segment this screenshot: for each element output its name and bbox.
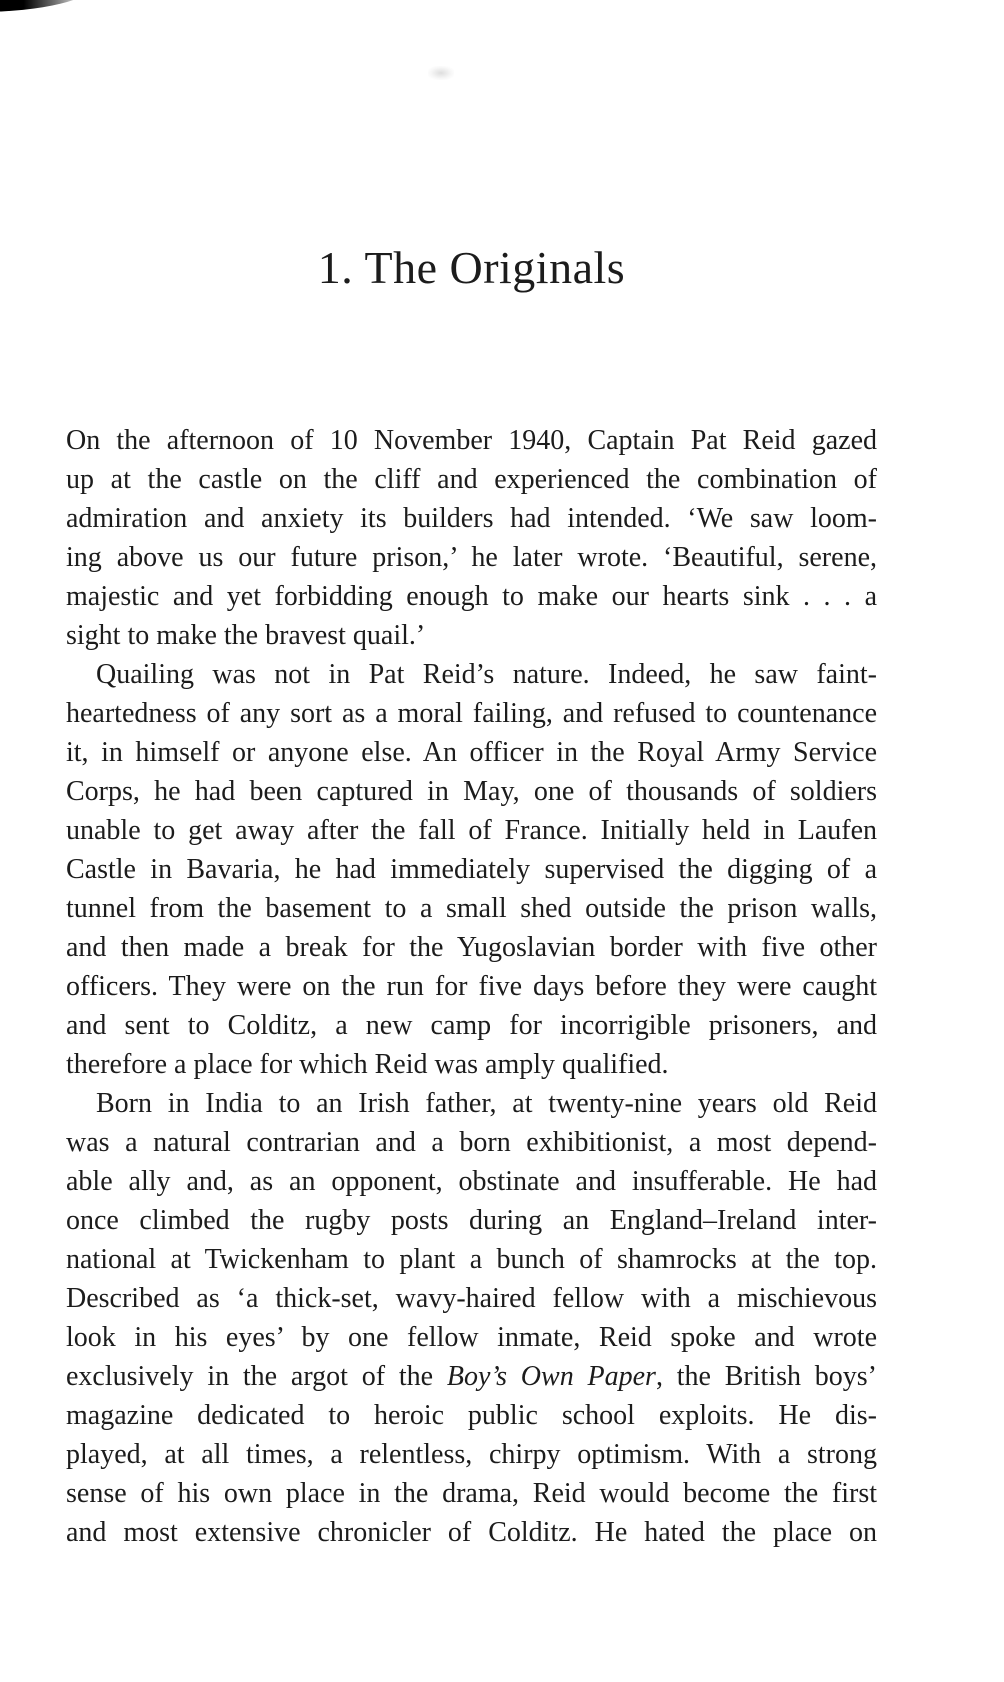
- text-line: and then made a break for the Yugoslavian border with five other: [66, 932, 877, 963]
- text-line: able ally and, as an opponent, obstinate and insufferable. He had: [66, 1166, 877, 1197]
- text-line: once climbed the rugby posts during an England–Ireland inter-: [66, 1205, 877, 1236]
- text-line: On the afternoon of 10 November 1940, Captain Pat Reid gazed: [66, 425, 877, 456]
- text-line: therefore a place for which Reid was amply qualified.: [66, 1049, 669, 1080]
- scan-artifact-corner: [0, 0, 94, 12]
- text-line: ing above us our future prison,’ he later wrote. ‘Beautiful, serene,: [66, 542, 877, 573]
- text-line: and sent to Colditz, a new camp for incorrigible prisoners, and: [66, 1010, 877, 1041]
- text-segment: exclusively in the argot of the: [66, 1361, 447, 1392]
- text-line: Born in India to an Irish father, at twenty-nine years old Reid: [96, 1088, 877, 1119]
- text-line: played, at all times, a relentless, chirpy optimism. With a strong: [66, 1439, 877, 1470]
- italic-text: Boy’s Own Paper: [446, 1361, 656, 1392]
- text-line: Castle in Bavaria, he had immediately supervised the digging of a: [66, 854, 877, 885]
- text-line: Described as ‘a thick-set, wavy-haired fellow with a mischievous: [66, 1283, 877, 1314]
- text-block: [66, 421, 877, 1552]
- text-line: sense of his own place in the drama, Reid would become the first: [66, 1478, 877, 1509]
- text-line: national at Twickenham to plant a bunch of shamrocks at the top.: [66, 1244, 877, 1275]
- text-line: look in his eyes’ by one fellow inmate, Reid spoke and wrote: [66, 1322, 877, 1353]
- text-line: up at the castle on the cliff and experienced the combination of: [66, 464, 877, 495]
- text-line: tunnel from the basement to a small shed outside the prison walls,: [66, 893, 877, 924]
- text-line: [66, 1357, 877, 1396]
- chapter-title: 1. The Originals: [317, 242, 626, 293]
- text-line: admiration and anxiety its builders had intended. ‘We saw loom-: [66, 503, 877, 534]
- paragraph: [66, 1084, 877, 1552]
- paragraph: [66, 421, 877, 655]
- text-line: was a natural contrarian and a born exhibitionist, a most depend-: [66, 1127, 877, 1158]
- text-line: and most extensive chronicler of Colditz. He hated the place on: [66, 1517, 877, 1548]
- text-line: Quailing was not in Pat Reid’s nature. Indeed, he saw faint-: [96, 659, 877, 690]
- text-line: unable to get away after the fall of France. Initially held in Laufen: [66, 815, 877, 846]
- text-line: magazine dedicated to heroic public school exploits. He dis-: [66, 1400, 877, 1431]
- text-line: sight to make the bravest quail.’: [66, 620, 426, 651]
- text-line: it, in himself or anyone else. An officer in the Royal Army Service: [66, 737, 877, 768]
- text-line: majestic and yet forbidding enough to make our hearts sink . . . a: [66, 581, 877, 612]
- text-line: heartedness of any sort as a moral failing, and refused to countenance: [66, 698, 877, 729]
- scan-artifact-smudge: [428, 66, 454, 80]
- text-segment: , the British boys’: [655, 1361, 877, 1392]
- text-line: Corps, he had been captured in May, one of thousands of soldiers: [66, 776, 877, 807]
- text-line: officers. They were on the run for five days before they were caught: [66, 971, 877, 1002]
- paragraph: [66, 655, 877, 1084]
